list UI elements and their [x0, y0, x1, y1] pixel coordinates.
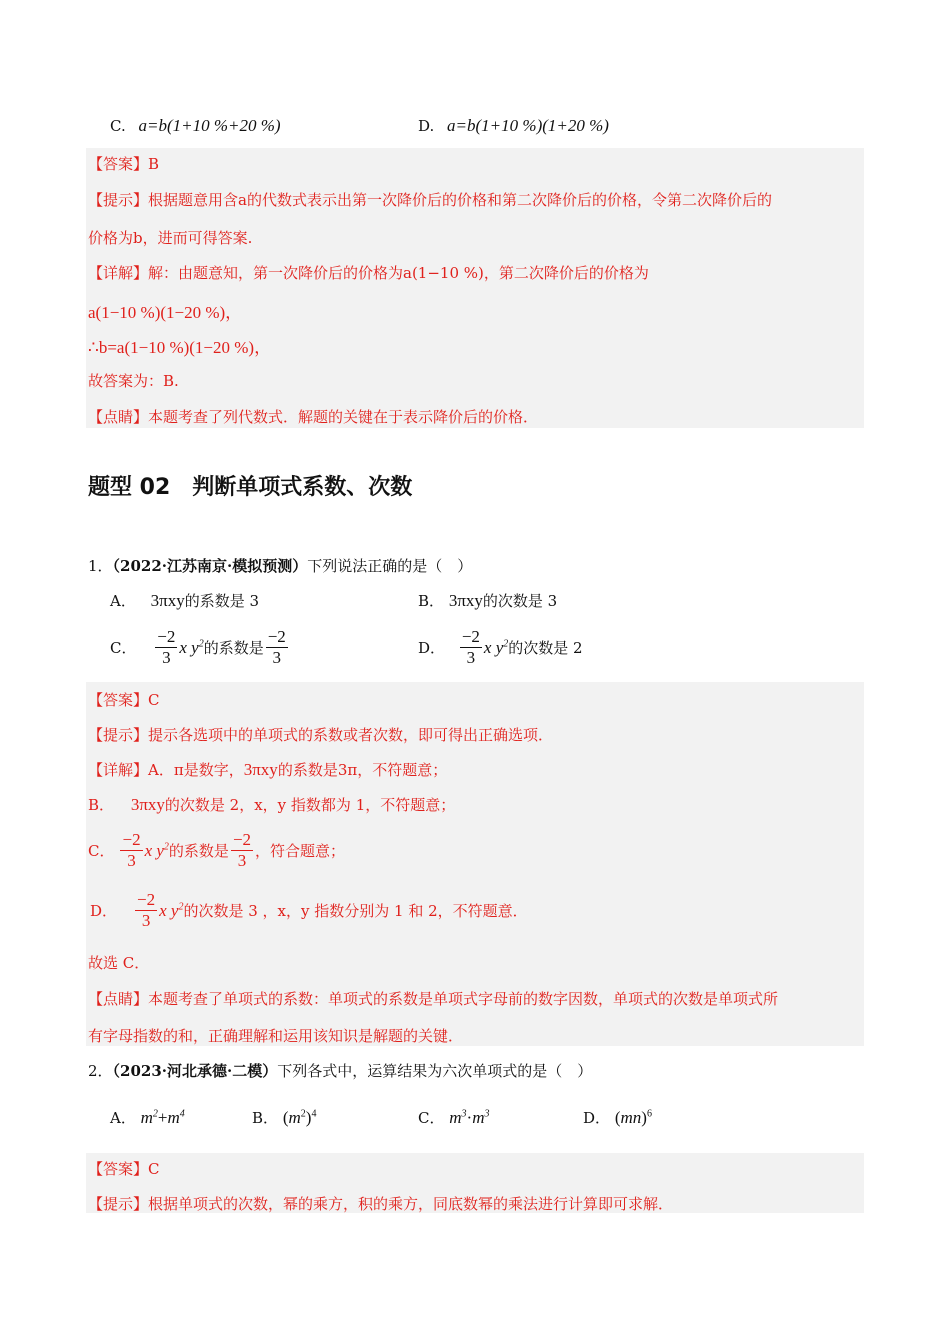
- q1-option-c: C． $\frac{-2}{3}$ x $y^2$的系数是 $\frac{-2}{3}$: [110, 627, 286, 667]
- q1-hint: 【提示】提示各选项中的单项式的系数或者次数，即可得出正确选项．: [88, 726, 554, 744]
- q0-option-c-expr: a=b(1+10 %+20 %): [138, 116, 281, 135]
- fraction: $\frac{-2}{3}$: [461, 627, 480, 667]
- q0-answer: 【答案】B: [88, 155, 160, 173]
- q1-conclusion: 故选 C．: [88, 954, 150, 972]
- q1-option-a: A． 3πxy的系数是 3: [110, 591, 260, 610]
- q1-comment-line1: 【点睛】本题考查了单项式的系数：单项式的系数是单项式字母前的数字因数，单项式的次数是单项式所: [88, 990, 779, 1008]
- q0-option-c: C. a=b(1+10 %+20 %): [110, 116, 281, 135]
- q2-answer: 【答案】C: [88, 1160, 160, 1178]
- q0-hint-line2: 价格为b，进而可得答案.: [88, 229, 253, 247]
- section-title: 题型 02 判断单项式系数、次数: [88, 475, 413, 500]
- q2-option-b: B． $(m^2)^4$: [252, 1108, 317, 1127]
- q0-comment: 【点睛】本题考查了列代数式．解题的关键在于表示降价后的价格．: [88, 408, 539, 426]
- q0-detail-line2: a(1−10 %)(1−20 %)，: [88, 303, 243, 322]
- q1-detail-a: 【详解】A．π是数字，3πxy的系数是3π，不符题意；: [88, 760, 448, 779]
- q1-option-b: B． 3πxy的次数是 3: [418, 591, 558, 610]
- fraction: $\frac{-2}{3}$: [137, 890, 156, 930]
- q1-detail-d: D． $\frac{-2}{3}$ x $y^2$的次数是 3 ，x，y 指数分别为 1 和 2，不符题意．: [90, 890, 528, 930]
- q0-option-d-expr: a=b(1+10 %)(1+20 %): [447, 116, 609, 135]
- q0-option-d: D. a=b(1+10 %)(1+20 %): [418, 116, 609, 135]
- q1-answer: 【答案】C: [88, 691, 160, 709]
- fraction: $\frac{-2}{3}$: [157, 627, 176, 667]
- q1-stem: 1．（2022·江苏南京·模拟预测）下列说法正确的是（ ）: [88, 557, 473, 575]
- fraction: $\frac{-2}{3}$: [267, 627, 286, 667]
- q1-detail-b: B． 3πxy的次数是 2，x，y 指数都为 1，不符题意；: [88, 795, 456, 814]
- q2-option-d: D． (mn)$^6$: [583, 1108, 652, 1127]
- q2-option-c: C． $m^3\cdot m^3$: [418, 1108, 490, 1127]
- q2-hint: 【提示】根据单项式的次数，幂的乘方，积的乘方，同底数幂的乘法进行计算即可求解．: [88, 1195, 674, 1213]
- fraction: $\frac{-2}{3}$: [232, 830, 252, 870]
- q0-hint-line1: 【提示】根据题意用含a的代数式表示出第一次降价后的价格和第二次降价后的价格，令第二次降价后的: [88, 191, 772, 209]
- q2-stem: 2．（2023·河北承德·二模）下列各式中，运算结果为六次单项式的是（ ）: [88, 1062, 593, 1080]
- q1-option-d: D． $\frac{-2}{3}$ x $y^2$的次数是 2: [418, 627, 583, 667]
- q1-detail-c: C． $\frac{-2}{3}$ x $y^2$的系数是 $\frac{-2}{3}$ ，符合题意；: [88, 830, 346, 870]
- q0-detail-line3: ∴b=a(1−10 %)(1−20 %)，: [88, 338, 272, 357]
- fraction: $\frac{-2}{3}$: [122, 830, 141, 870]
- q0-detail-line4: 故答案为：B.: [88, 372, 179, 390]
- q1-comment-line2: 有字母指数的和，正确理解和运用该知识是解题的关键．: [88, 1027, 464, 1045]
- q2-option-a: A． $m^2+m^4$: [110, 1108, 185, 1127]
- q0-detail-line1: 【详解】解：由题意知，第一次降价后的价格为a(1−10 %)，第二次降价后的价格为: [88, 264, 649, 282]
